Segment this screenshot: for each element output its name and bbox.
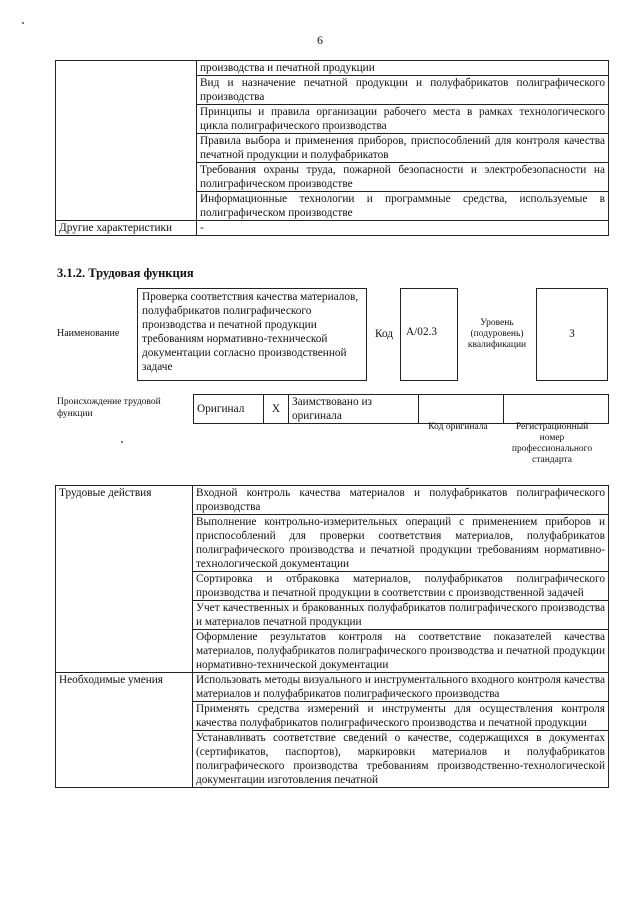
labor-action: Учет качественных и бракованных полуфабрикатов полиграфического производства и материалов печатной продукции [193,601,609,630]
code-box [400,288,458,381]
original-mark: X [264,395,289,424]
skill: Устанавливать соответствие сведений о качестве, содержащихся в документах (сертификатов, паспортов), маркировки материалов и полуфабрикатов полиграфического производства требованиям производственно-технологической документации изготовления печатной [193,731,609,788]
skill: Использовать методы визуального и инструментального входного контроля качества материалов и полуфабрикатов полиграфического производства [193,673,609,702]
code-label: Код [375,328,394,340]
labor-action: Оформление результатов контроля на соответствие показателей качества материалов, полуфабрикатов полиграфического производства и печатной продукции нормативно-технической документации [193,630,609,673]
borrowed-label: Заимствовано из оригинала [289,395,419,424]
knowledge-label-cell [56,61,197,221]
code-original-label: Код оригинала [428,422,488,432]
knowledge-item: Информационные технологии и программные средства, используемые в полиграфическом производстве [197,192,609,221]
other-characteristics-value: - [197,221,609,236]
scan-speck [22,22,24,24]
section-title: 3.1.2. Трудовая функция [57,266,194,280]
labor-action: Сортировка и отбраковка материалов, полуфабрикатов полиграфического производства и печатной продукции в соответствии с производственной задачей [193,572,609,601]
original-label: Оригинал [194,395,264,424]
scan-speck [121,441,123,443]
code-value: А/02.3 [406,326,438,338]
other-characteristics-label: Другие характеристики [56,221,197,236]
reg-number-cell [504,395,609,424]
page-number: 6 [317,33,323,47]
level-label: Уровень (подуровень) квалификации [467,318,527,350]
code-original-cell [419,395,504,424]
origin-label: Происхождение трудовой функции [57,397,161,419]
function-details-table [55,485,609,788]
labor-action: Входной контроль качества материалов и полуфабрикатов полиграфического производства [193,486,609,515]
knowledge-continuation: производства и печатной продукции [197,61,609,76]
function-name: Проверка соответствия качества материалов, полуфабрикатов полиграфического производства и печатной продукции требованиям нормативно-технической документации согласно производственной задаче [137,288,367,381]
knowledge-item: Требования охраны труда, пожарной безопасности и электробезопасности на полиграфическом производстве [197,163,609,192]
labor-action: Выполнение контрольно-измерительных операций с применением приборов и приспособлений для проверки соответствия материалов, полуфабрикатов полиграфического производства и печатной продукции требованиям нормативно-технологической документации [193,515,609,572]
skill: Применять средства измерений и инструменты для осуществления контроля качества полуфабрикатов полиграфического производства и печатной продукции [193,702,609,731]
level-box [536,288,608,381]
reg-number-label: Регистрационный номер профессионального стандарта [511,422,593,465]
origin-table [193,394,609,424]
knowledge-item: Вид и назначение печатной продукции и полуфабрикатов полиграфического производства [197,76,609,105]
labor-actions-label: Трудовые действия [56,486,193,673]
knowledge-table [55,60,609,236]
knowledge-item: Правила выбора и применения приборов, приспособлений для контроля качества печатной продукции и полуфабрикатов [197,134,609,163]
name-label: Наименование [57,328,120,339]
skills-label: Необходимые умения [56,673,193,788]
level-value: 3 [569,328,575,340]
knowledge-item: Принципы и правила организации рабочего места в рамках технологического цикла полиграфического производства [197,105,609,134]
